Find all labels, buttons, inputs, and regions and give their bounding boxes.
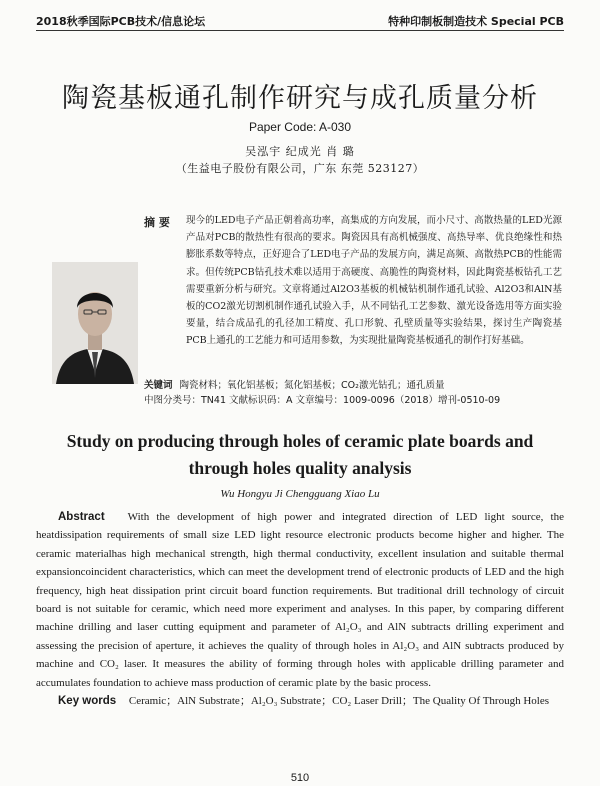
page-number: 510	[290, 772, 310, 784]
title-english: Study on producing through holes of ceramic plate boards and through holes quality analysis	[66, 431, 534, 478]
keywords-en-label: Key words	[58, 695, 117, 707]
keywords-cn-text: 陶瓷材料；氧化铝基板；氮化铝基板；CO₂激光钻孔；通孔质量	[179, 380, 445, 391]
keywords-en	[36, 692, 564, 710]
authors-english: Wu Hongyu Ji Chengguang Xiao Lu	[220, 488, 380, 500]
author-photo	[52, 262, 138, 384]
classification-line: 中图分类号：TN41 文献标识码：A 文章编号：1009-0096（2018）增刊-0510-09	[144, 395, 501, 406]
keywords-cn-label: 关键词	[144, 380, 173, 391]
abstract-cn-text: 现今的LED电子产品正朝着高功率，高集成的方向发展，而小尺寸、高散热量的LED光源产品对PCB的散热性有很高的要求。陶瓷因具有高机械强度、高热导率、优良绝缘性和热膨胀系数等特点，正好迎合了LED电子产品的发展方向，满足高频、高散热PCB的性能需求。但传统PCB钻孔技术难以适用于高硬度、高脆性的陶瓷材料，因此陶瓷基板钻孔工艺需要重新分析与研究。文章将通过Al2O3基板的机械钻机制作通孔试验、Al2O3和AlN基板的CO2激光切割机制作通孔试验入手，从不同钻孔工艺参数、激光设备选用等方面实验要量，结合成品孔的孔径加工精度、孔口形貌、孔壁质量等实验结果，探讨生产陶瓷基PCB上通孔的工艺能力和可适用参数，为实现批量陶瓷基板通孔的制作打好基础。	[186, 215, 562, 347]
running-header	[36, 10, 564, 31]
abstract-en	[36, 508, 564, 692]
header-right: 特种印制板制造技术 Special PCB	[388, 15, 564, 28]
abstract-en-label: Abstract	[58, 511, 105, 523]
keywords-cn	[144, 377, 564, 391]
authors-chinese: 吴泓宇 纪成光 肖 璐	[245, 145, 355, 158]
abstract-cn-label: 摘 要	[144, 216, 170, 229]
abstract-en-text: With the development of high power and integrated direction of LED light source, the heatdissipation requirements of small size LED light resource electronic products become higher and higher. The ceramic materialhas high mechanical strength, high thermal conductivity, excellent insulation and suitable thermal expansioncoincident characteristics, which can meet the development trend of electronic products of LED and the high frequency, high heat dissipation print circuit board function requirements. But traditional drill technology of circuit board is not suitable for ceramic, which need more experiment and analyses. In this paper, by comparing different machine drilling and laser cutting equipment and parameter of Al₂O₃ and AlN subtracts drilling experiment and assessing the precision of aperture, it achieves the quality of through holes in Al₂O₃ and AlN subtracts produced by machine and CO₂ laser. It measures the ability of forming through holes with applicable drilling parameter and accumulates foundation to achieve mass production of ceramic plate by the basic process.	[36, 511, 564, 689]
title-chinese: 陶瓷基板通孔制作研究与成孔质量分析	[62, 83, 538, 114]
header-left: 2018秋季国际PCB技术/信息论坛	[36, 15, 206, 28]
author-portrait-image	[52, 262, 138, 384]
keywords-en-text: Ceramic；AlN Substrate；Al₂O₃ Substrate；CO₂ Laser Drill；The Quality Of Through Holes	[128, 695, 549, 707]
paper-code: Paper Code: A-030	[248, 120, 352, 134]
affiliation-chinese: （生益电子股份有限公司，广东 东莞 523127）	[175, 162, 425, 175]
